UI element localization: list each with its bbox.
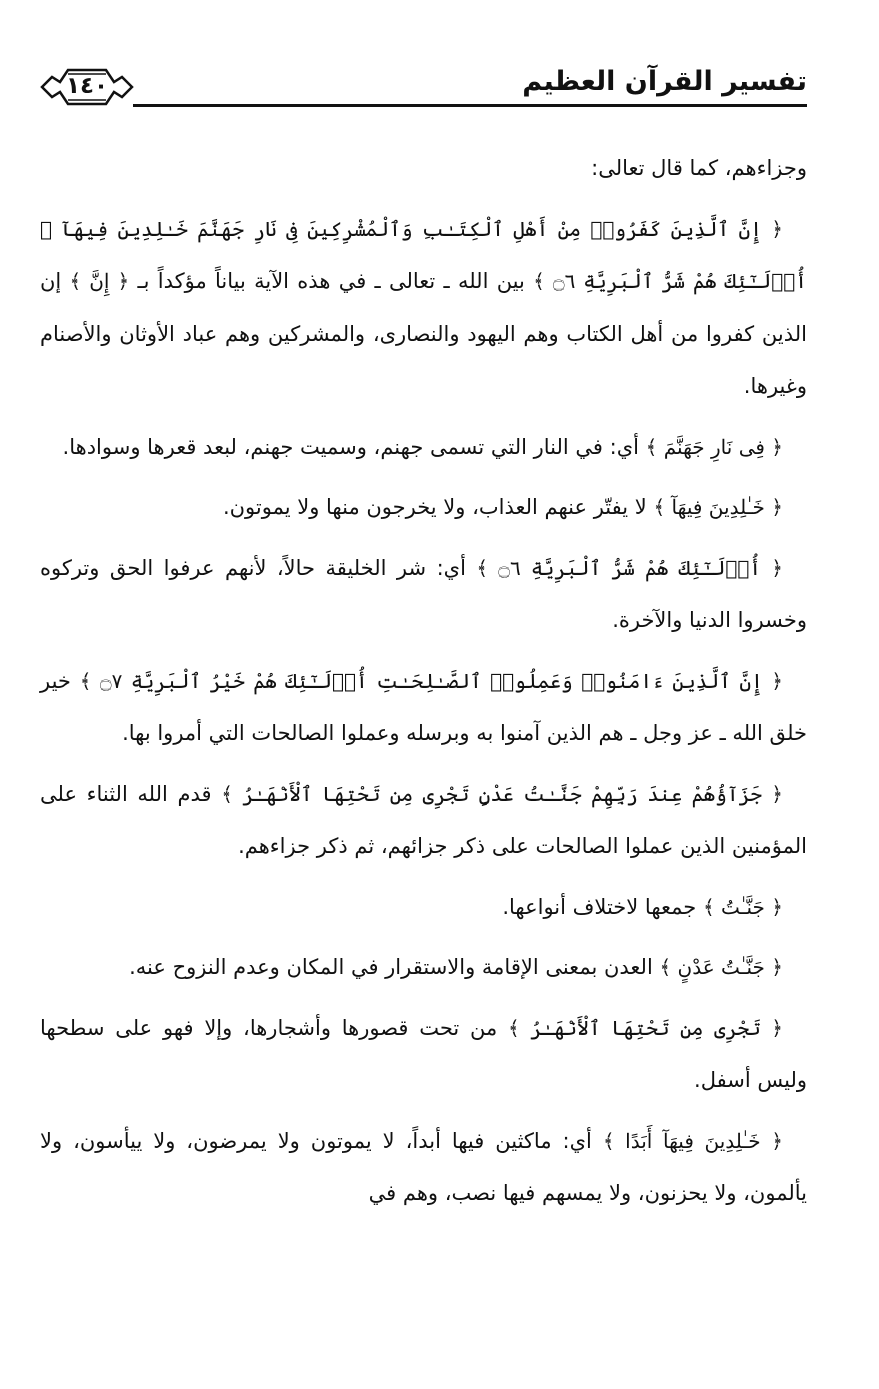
commentary-text: بين الله ـ تعالى ـ في هذه الآية بياناً مؤكداً بـ	[129, 269, 534, 293]
tafsir-body	[40, 142, 807, 1228]
page-number-badge	[38, 64, 136, 110]
commentary-text: إن الذين كفروا من أهل الكتاب وهم اليهود والنصارى، والمشركين وهم عباد الأوثان والأصنام وغيرها.	[40, 269, 807, 398]
commentary-text: جمعها لاختلاف أنواعها.	[502, 894, 703, 919]
paragraph	[40, 768, 807, 873]
paragraph	[40, 542, 807, 647]
commentary-text: أي: شر الخليقة حالاً، لأنهم عرفوا الحق وتركوه وخسروا الدنيا والآخرة.	[40, 555, 807, 632]
commentary-text: وجزاءهم، كما قال تعالى:	[591, 156, 807, 180]
paragraph	[40, 421, 807, 474]
commentary-text: أي: ماكثين فيها أبداً، لا يموتون ولا يمرضون، ولا ييأسون، ولا يألمون، ولا يحزنون، ولا يمسهم فيها نصب، وهم في	[40, 1128, 807, 1205]
commentary-text: أي: في النار التي تسمى جهنم، وسميت جهنم، لبعد قعرها وسوادها.	[62, 434, 646, 459]
quran-verse: ﴿ أُو۟لَـٰٓئِكَ هُمْ شَرُّ ٱلْبَرِيَّةِ ۝٦ ﴾	[476, 555, 783, 580]
commentary-text: من تحت قصورها وأشجارها، وإلا فهو على سطحها وليس أسفل.	[40, 1015, 807, 1092]
running-title: تفسير القرآن العظيم	[522, 66, 807, 97]
header-rule	[133, 104, 807, 107]
page-header	[38, 64, 807, 116]
quran-verse: ﴿ إِنَّ ﴾	[69, 269, 130, 293]
commentary-text: العدن بمعنى الإقامة والاستقرار في المكان وعدم النزوح عنه.	[129, 955, 660, 979]
paragraph	[40, 941, 807, 994]
quran-verse: ﴿ جَزَآؤُهُمْ عِندَ رَبِّهِمْ جَنَّـٰتُ عَدْنٍ تَجْرِى مِن تَحْتِهَا ٱلْأَنْهَـٰرُ ﴾	[221, 781, 784, 806]
paragraph	[40, 142, 807, 195]
commentary-text: قدم الله الثناء على المؤمنين الذين عملوا الصالحات على ذكر جزائهم، ثم ذكر جزاءهم.	[40, 781, 807, 858]
paragraph	[40, 1115, 807, 1220]
quran-verse: ﴿ جَنَّـٰتُ عَدْنٍ ﴾	[659, 955, 783, 979]
paragraph	[40, 203, 807, 413]
quran-verse: ﴿ إِنَّ ٱلَّذِينَ ءَامَنُوا۟ وَعَمِلُوا۟ ٱلصَّـٰلِحَـٰتِ أُو۟لَـٰٓئِكَ هُمْ خَيْرُ ٱلْبَرِيَّةِ ۝٧ ﴾	[79, 668, 783, 693]
quran-verse: ﴿ جَنَّـٰتُ ﴾	[702, 894, 783, 919]
commentary-text: لا يفتّر عنهم العذاب، ولا يخرجون منها ولا يموتون.	[222, 495, 654, 519]
quran-verse: ﴿ فِى نَارِ جَهَنَّمَ ﴾	[645, 434, 783, 459]
quran-verse: ﴿ خَـٰلِدِينَ فِيهَآ ﴾	[653, 495, 783, 519]
quran-verse: ﴿ تَجْرِى مِن تَحْتِهَا ٱلْأَنْهَـٰرُ ﴾	[508, 1015, 783, 1040]
quran-verse: ﴿ إِنَّ ٱلَّذِينَ كَفَرُوا۟ مِنْ أَهْلِ ٱلْكِتَـٰبِ وَٱلْمُشْرِكِينَ فِى نَارِ جَهَنَّمَ خَـٰلِدِينَ فِيهَآ ۚ أُو۟لَـٰٓئِكَ هُمْ شَرُّ ٱلْبَرِيَّةِ ۝٦ ﴾	[40, 216, 807, 293]
page-number: ١٤٠	[65, 73, 109, 99]
paragraph	[40, 481, 807, 534]
paragraph	[40, 1002, 807, 1107]
commentary-text: خير خلق الله ـ عز وجل ـ هم الذين آمنوا به وبرسله وعملوا الصالحات التي أمروا بها.	[40, 668, 807, 745]
paragraph	[40, 881, 807, 934]
paragraph	[40, 655, 807, 760]
quran-verse: ﴿ خَـٰلِدِينَ فِيهَآ أَبَدًا ﴾	[602, 1128, 783, 1153]
